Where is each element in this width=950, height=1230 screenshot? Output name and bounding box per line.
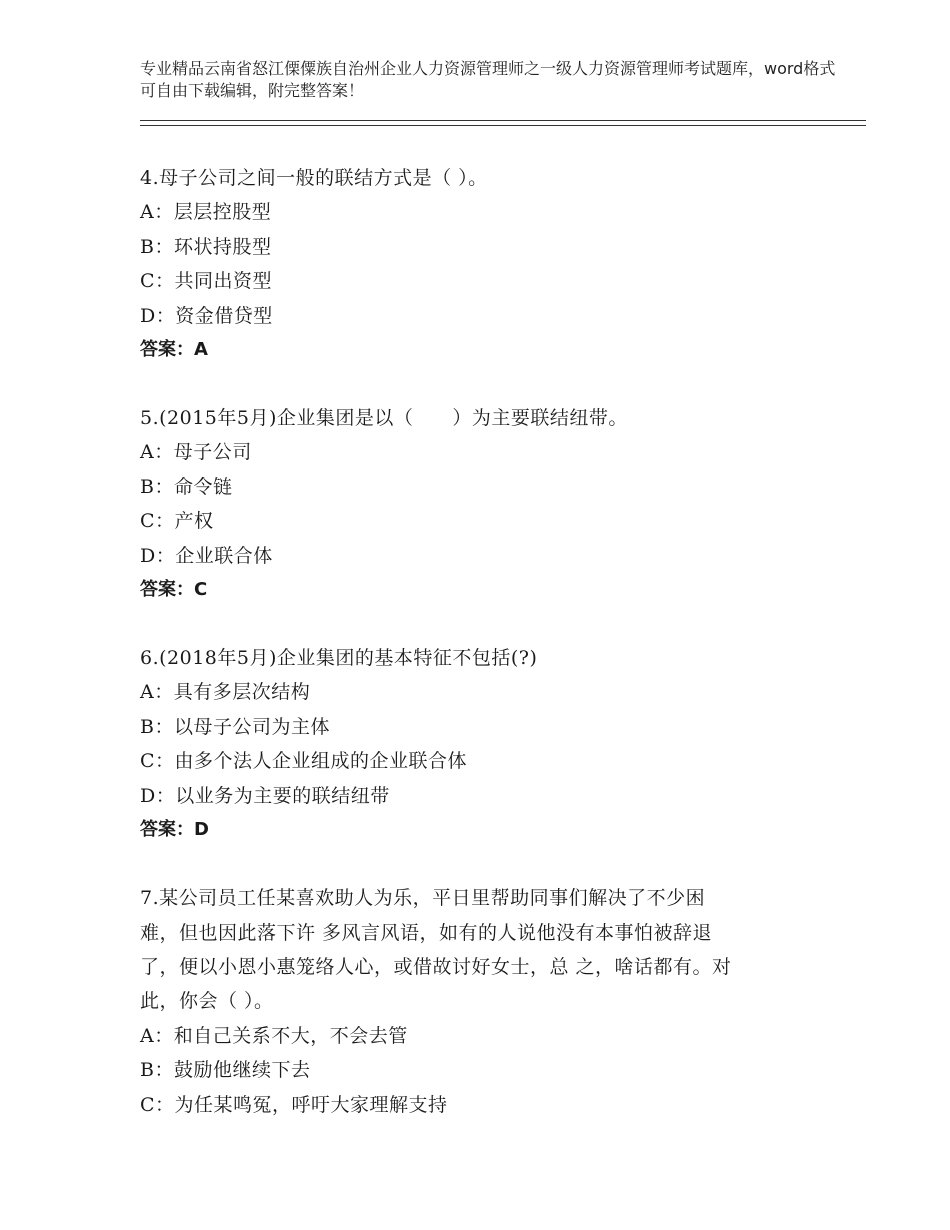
option-a: A：层层控股型 xyxy=(140,201,272,224)
option-c: C：为任某鸣冤，呼吁大家理解支持 xyxy=(140,1093,448,1116)
question-stem-line: 难，但也因此落下许 多风言风语，如有的人说他没有本事怕被辞退 xyxy=(140,921,713,944)
question-stem: 6.(2018年5月)企业集团的基本特征不包括(?) xyxy=(140,647,538,670)
option-a: A：具有多层次结构 xyxy=(140,681,311,704)
header-title: 专业精品云南省怒江傈僳族自治州企业人力资源管理师之一级人力资源管理师考试题库，word格式可自由下载编辑，附完整答案！ xyxy=(140,59,836,100)
option-c: C：产权 xyxy=(140,510,214,533)
option-a: A：母子公司 xyxy=(140,441,252,464)
option-c: C：由多个法人企业组成的企业联合体 xyxy=(140,750,468,773)
answer: 答案：D xyxy=(140,819,209,841)
option-c: C：共同出资型 xyxy=(140,270,273,293)
question-stem-line: 7.某公司员工任某喜欢助人为乐，平日里帮助同事们解决了不少困 xyxy=(140,887,706,910)
option-d: D：企业联合体 xyxy=(140,544,273,567)
question-4 xyxy=(140,161,840,367)
option-d: D：资金借贷型 xyxy=(140,304,273,327)
question-stem: 4.母子公司之间一般的联结方式是（ ）。 xyxy=(140,167,488,189)
question-5 xyxy=(140,401,840,607)
option-b: B：以母子公司为主体 xyxy=(140,715,330,738)
option-b: B：环状持股型 xyxy=(140,235,272,258)
option-a: A：和自己关系不大，不会去管 xyxy=(140,1024,408,1047)
option-b: B：鼓励他继续下去 xyxy=(140,1059,311,1082)
document-header xyxy=(140,58,840,102)
question-6 xyxy=(140,641,840,847)
answer: 答案：A xyxy=(140,339,208,361)
option-b: B：命令链 xyxy=(140,475,233,498)
question-stem-line: 了，便以小恩小惠笼络人心，或借故讨好女士，总 之，啥话都有。对 xyxy=(140,955,732,978)
question-list xyxy=(140,161,840,1156)
option-d: D：以业务为主要的联结纽带 xyxy=(140,784,390,807)
question-stem: 5.(2015年5月)企业集团是以（ ）为主要联结纽带。 xyxy=(140,407,628,430)
answer: 答案：C xyxy=(140,579,208,601)
header-divider xyxy=(140,120,866,126)
question-stem-line: 此，你会（ ）。 xyxy=(140,990,274,1013)
question-7 xyxy=(140,881,840,1122)
